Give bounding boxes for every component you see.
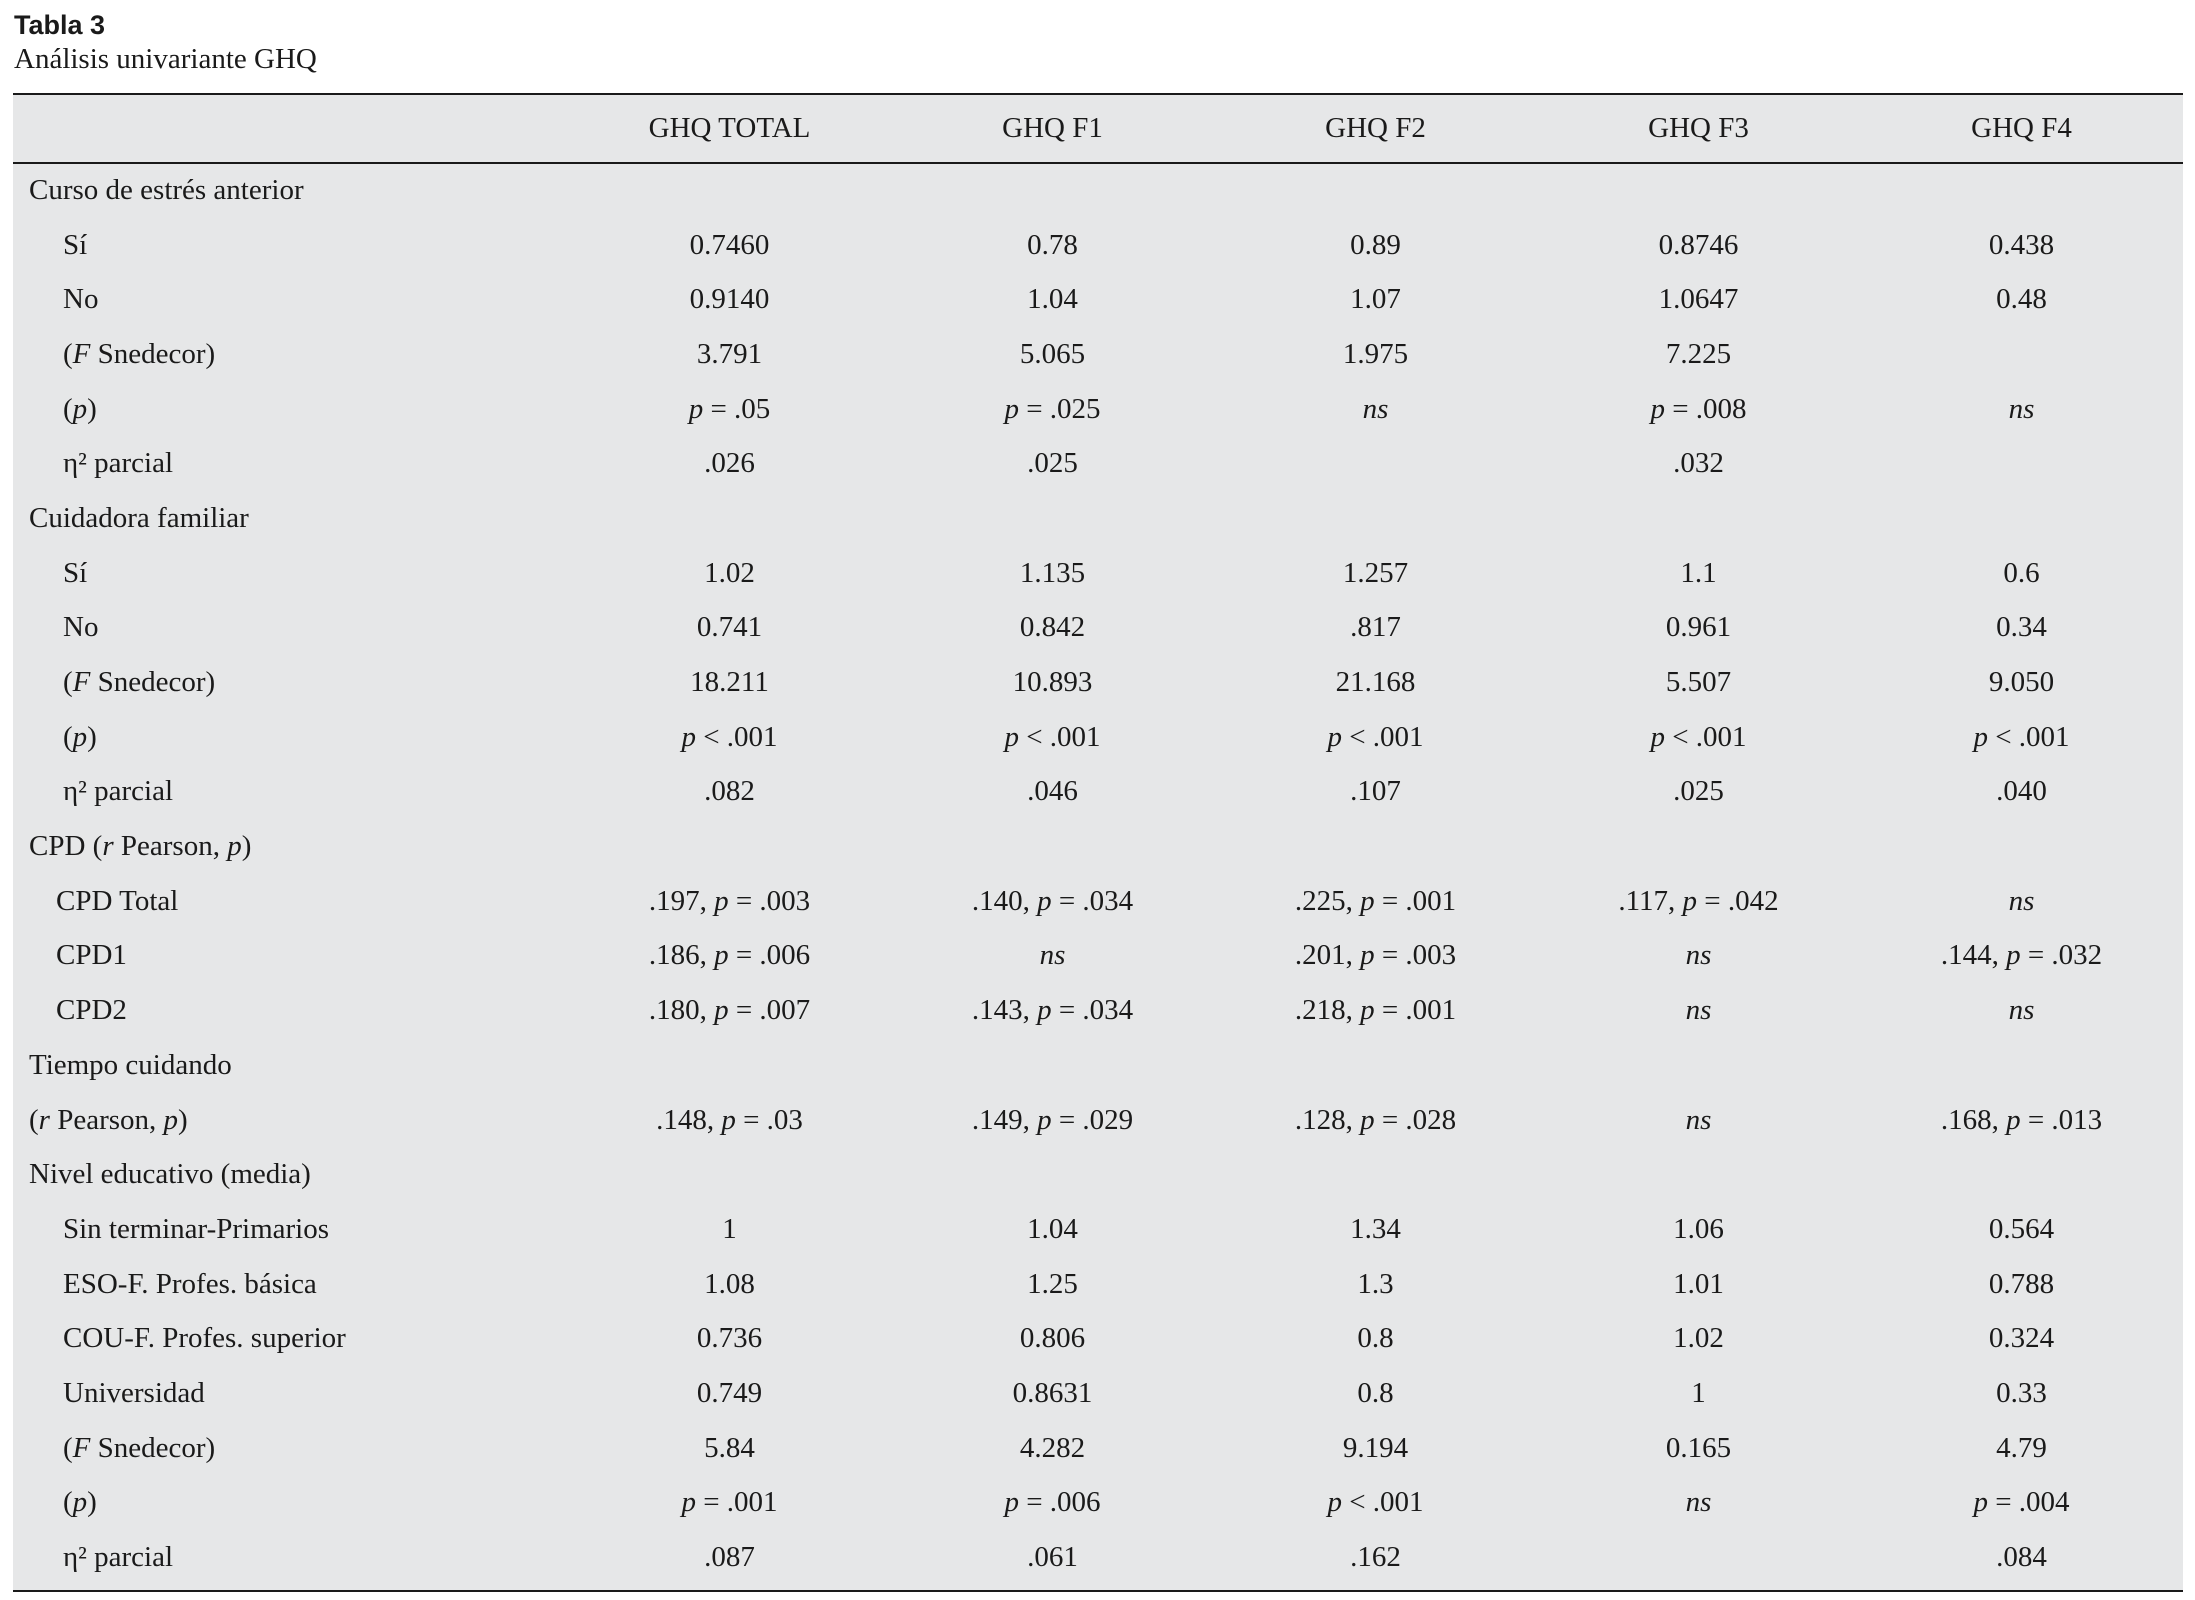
table-cell: 0.165 (1665, 1431, 1732, 1464)
table-cell: ns (1685, 1103, 1712, 1136)
table-cell: 0.7460 (689, 228, 770, 261)
table-row (13, 1038, 2183, 1093)
row-label: CPD Total (56, 884, 179, 917)
table-cell: 1.257 (1342, 556, 1409, 589)
table-row (13, 1257, 2183, 1312)
table-cell (891, 491, 1214, 546)
table-cell: p = .008 (1650, 392, 1747, 425)
table-row (13, 819, 2183, 874)
table-cell: .149, p = .029 (971, 1103, 1134, 1136)
table-cell: p < .001 (681, 720, 778, 753)
table-cell: p = .025 (1004, 392, 1101, 425)
column-header: GHQ F3 (1537, 95, 1860, 163)
column-header (13, 95, 568, 163)
table-cell: 0.741 (696, 611, 763, 644)
table-cell: 9.050 (1988, 666, 2055, 699)
table-cell: p < .001 (1973, 720, 2070, 753)
table-cell: p = .006 (1004, 1486, 1101, 1519)
table-cell: 1.25 (1027, 1267, 1078, 1300)
table-cell (891, 1147, 1214, 1202)
table-row (13, 765, 2183, 820)
table-cell: 0.8631 (1012, 1376, 1093, 1409)
table-cell: ns (1362, 392, 1389, 425)
table-cell: 0.806 (1019, 1322, 1086, 1355)
table-cell: .186, p = .006 (648, 939, 811, 972)
table-row (13, 327, 2183, 382)
table-cell (1537, 1147, 1860, 1202)
table-cell: 1.3 (1357, 1267, 1394, 1300)
table-row (13, 601, 2183, 656)
table-cell: 9.194 (1342, 1431, 1409, 1464)
table-cell: p < .001 (1004, 720, 1101, 753)
table-cell: ns (2008, 994, 2035, 1027)
row-label: η² parcial (63, 447, 173, 480)
table-cell: 3.791 (696, 337, 763, 370)
table-row (13, 382, 2183, 437)
table-row (13, 1147, 2183, 1202)
table-cell: 5.84 (704, 1431, 755, 1464)
row-label: (p) (63, 392, 97, 425)
table-cell (568, 163, 891, 218)
table-cell: 1 (722, 1212, 737, 1245)
table-cell (1214, 819, 1537, 874)
table-cell: .817 (1350, 611, 1401, 644)
table-cell (1860, 819, 2183, 874)
table-cell: 1.07 (1350, 283, 1401, 316)
table-cell: 21.168 (1335, 666, 1416, 699)
table-cell: .218, p = .001 (1294, 994, 1457, 1027)
row-label: Curso de estrés anterior (29, 174, 304, 207)
table-cell: .128, p = .028 (1294, 1103, 1457, 1136)
row-label: η² parcial (63, 775, 173, 808)
table-cell: .107 (1350, 775, 1401, 808)
table-caption (14, 8, 317, 76)
table-row (13, 983, 2183, 1038)
column-header: GHQ F4 (1860, 95, 2183, 163)
row-label: η² parcial (63, 1541, 173, 1574)
table-cell: 0.324 (1988, 1322, 2055, 1355)
table-cell (1214, 1147, 1537, 1202)
table-cell (1860, 163, 2183, 218)
table-cell: 5.065 (1019, 337, 1086, 370)
table-cell: 0.33 (1996, 1376, 2047, 1409)
table-cell (1537, 163, 1860, 218)
table-cell: 7.225 (1665, 337, 1732, 370)
table-row (13, 491, 2183, 546)
results-table (13, 95, 2183, 1585)
table-cell: .087 (704, 1541, 755, 1574)
table-cell: 1.34 (1350, 1212, 1401, 1245)
row-label: Sí (63, 556, 88, 589)
table-cell: .025 (1673, 775, 1724, 808)
table-cell: .040 (1996, 775, 2047, 808)
table-cell: ns (1685, 1486, 1712, 1519)
table-cell (568, 491, 891, 546)
row-label: CPD (r Pearson, p) (29, 830, 252, 863)
table-cell: 1.08 (704, 1267, 755, 1300)
table-cell: 0.8746 (1658, 228, 1739, 261)
table-cell: 0.89 (1350, 228, 1401, 261)
table-cell (1860, 491, 2183, 546)
table-cell: p = .001 (681, 1486, 778, 1519)
table-row (13, 710, 2183, 765)
table-cell: 0.961 (1665, 611, 1732, 644)
row-label: ESO-F. Profes. básica (63, 1267, 317, 1300)
table-cell: .061 (1027, 1541, 1078, 1574)
table-cell: .162 (1350, 1541, 1401, 1574)
row-label: Cuidadora familiar (29, 501, 249, 534)
table-cell: 1.04 (1027, 283, 1078, 316)
column-header: GHQ F1 (891, 95, 1214, 163)
table-cell: p < .001 (1650, 720, 1747, 753)
table-cell: 0.788 (1988, 1267, 2055, 1300)
row-label: Nivel educativo (media) (29, 1158, 311, 1191)
table-cell (1214, 163, 1537, 218)
row-label: (F Snedecor) (63, 337, 216, 370)
table-cell (1860, 327, 2183, 382)
row-label: No (63, 611, 99, 644)
table-cell: ns (2008, 392, 2035, 425)
table-cell (568, 819, 891, 874)
table-cell (568, 1147, 891, 1202)
table-cell: 5.507 (1665, 666, 1732, 699)
table-cell: 0.8 (1357, 1376, 1394, 1409)
table-row (13, 272, 2183, 327)
column-header: GHQ F2 (1214, 95, 1537, 163)
table-cell: 0.736 (696, 1322, 763, 1355)
table-cell: .117, p = .042 (1618, 884, 1779, 917)
table-cell: .025 (1027, 447, 1078, 480)
table-cell: 0.78 (1027, 228, 1078, 261)
table-row (13, 163, 2183, 218)
table-cell (1537, 491, 1860, 546)
table-row (13, 1093, 2183, 1148)
table-cell: ns (2008, 884, 2035, 917)
table-cell: 0.34 (1996, 611, 2047, 644)
table-cell: 0.6 (2003, 556, 2040, 589)
table-cell (1537, 819, 1860, 874)
row-label: Sí (63, 228, 88, 261)
table-cell: p = .05 (688, 392, 771, 425)
table-header-row (13, 95, 2183, 163)
table-cell: .082 (704, 775, 755, 808)
row-label: CPD1 (56, 939, 127, 972)
row-label: No (63, 283, 99, 316)
table-cell (1860, 1038, 2183, 1093)
table-cell (1537, 1530, 1860, 1585)
table-cell: 1.01 (1673, 1267, 1724, 1300)
table-row (13, 1530, 2183, 1585)
table-cell: 1.04 (1027, 1212, 1078, 1245)
table-cell: 18.211 (690, 666, 769, 699)
table-cell: .032 (1673, 447, 1724, 480)
table-row (13, 929, 2183, 984)
row-label: (F Snedecor) (63, 666, 216, 699)
table-cell: 0.564 (1988, 1212, 2055, 1245)
table-cell (891, 163, 1214, 218)
table-row (13, 655, 2183, 710)
row-label: (r Pearson, p) (29, 1103, 188, 1136)
table-cell (1214, 436, 1537, 491)
table-cell (1860, 1147, 2183, 1202)
table-row (13, 1366, 2183, 1421)
table-row (13, 874, 2183, 929)
table-cell: .046 (1027, 775, 1078, 808)
results-table-panel (13, 93, 2183, 1592)
table-cell (891, 819, 1214, 874)
table-cell (1860, 436, 2183, 491)
table-row (13, 1421, 2183, 1476)
table-cell: 1.1 (1680, 556, 1717, 589)
table-cell: 1.135 (1019, 556, 1086, 589)
table-cell: .168, p = .013 (1940, 1103, 2103, 1136)
table-cell: p < .001 (1327, 1486, 1424, 1519)
table-row (13, 1311, 2183, 1366)
table-cell: 0.438 (1988, 228, 2055, 261)
row-label: CPD2 (56, 994, 127, 1027)
row-label: Tiempo cuidando (29, 1048, 232, 1081)
table-cell: 0.749 (696, 1376, 763, 1409)
table-cell (1537, 1038, 1860, 1093)
table-cell: .197, p = .003 (648, 884, 811, 917)
table-cell (891, 1038, 1214, 1093)
table-cell (568, 1038, 891, 1093)
table-cell: 0.9140 (689, 283, 770, 316)
table-cell: 1 (1691, 1376, 1706, 1409)
table-cell: .144, p = .032 (1940, 939, 2103, 972)
row-label: Universidad (63, 1376, 205, 1409)
table-cell: p = .004 (1973, 1486, 2070, 1519)
table-cell: 1.0647 (1658, 283, 1739, 316)
table-cell: .084 (1996, 1541, 2047, 1574)
table-cell: .143, p = .034 (971, 994, 1134, 1027)
table-cell: 1.02 (1673, 1322, 1724, 1355)
table-row (13, 1476, 2183, 1531)
table-cell: .148, p = .03 (656, 1103, 803, 1136)
table-cell (1214, 491, 1537, 546)
table-cell: ns (1685, 939, 1712, 972)
column-header: GHQ TOTAL (568, 95, 891, 163)
table-cell: .201, p = .003 (1294, 939, 1457, 972)
table-cell: 10.893 (1012, 666, 1093, 699)
table-cell: 0.48 (1996, 283, 2047, 316)
table-cell: 1.975 (1342, 337, 1409, 370)
table-label: Tabla 3 (14, 10, 106, 40)
table-cell: 0.8 (1357, 1322, 1394, 1355)
table-cell: p < .001 (1327, 720, 1424, 753)
table-cell: .180, p = .007 (648, 994, 811, 1027)
row-label: (p) (63, 1486, 97, 1519)
table-cell: 4.282 (1019, 1431, 1086, 1464)
row-label: Sin terminar-Primarios (63, 1212, 330, 1245)
table-cell (1214, 1038, 1537, 1093)
row-label: COU-F. Profes. superior (63, 1322, 346, 1355)
table-row (13, 218, 2183, 273)
table-row (13, 436, 2183, 491)
table-cell: .225, p = .001 (1294, 884, 1457, 917)
table-cell: .026 (704, 447, 755, 480)
table-cell: .140, p = .034 (971, 884, 1134, 917)
table-title: Análisis univariante GHQ (14, 43, 317, 75)
row-label: (p) (63, 720, 97, 753)
table-cell: 0.842 (1019, 611, 1086, 644)
table-body (13, 163, 2183, 1585)
row-label: (F Snedecor) (63, 1431, 216, 1464)
table-row (13, 546, 2183, 601)
table-cell: 1.02 (704, 556, 755, 589)
table-row (13, 1202, 2183, 1257)
table-cell: ns (1039, 939, 1066, 972)
table-cell: 1.06 (1673, 1212, 1724, 1245)
table-cell: 4.79 (1996, 1431, 2047, 1464)
table-cell: ns (1685, 994, 1712, 1027)
